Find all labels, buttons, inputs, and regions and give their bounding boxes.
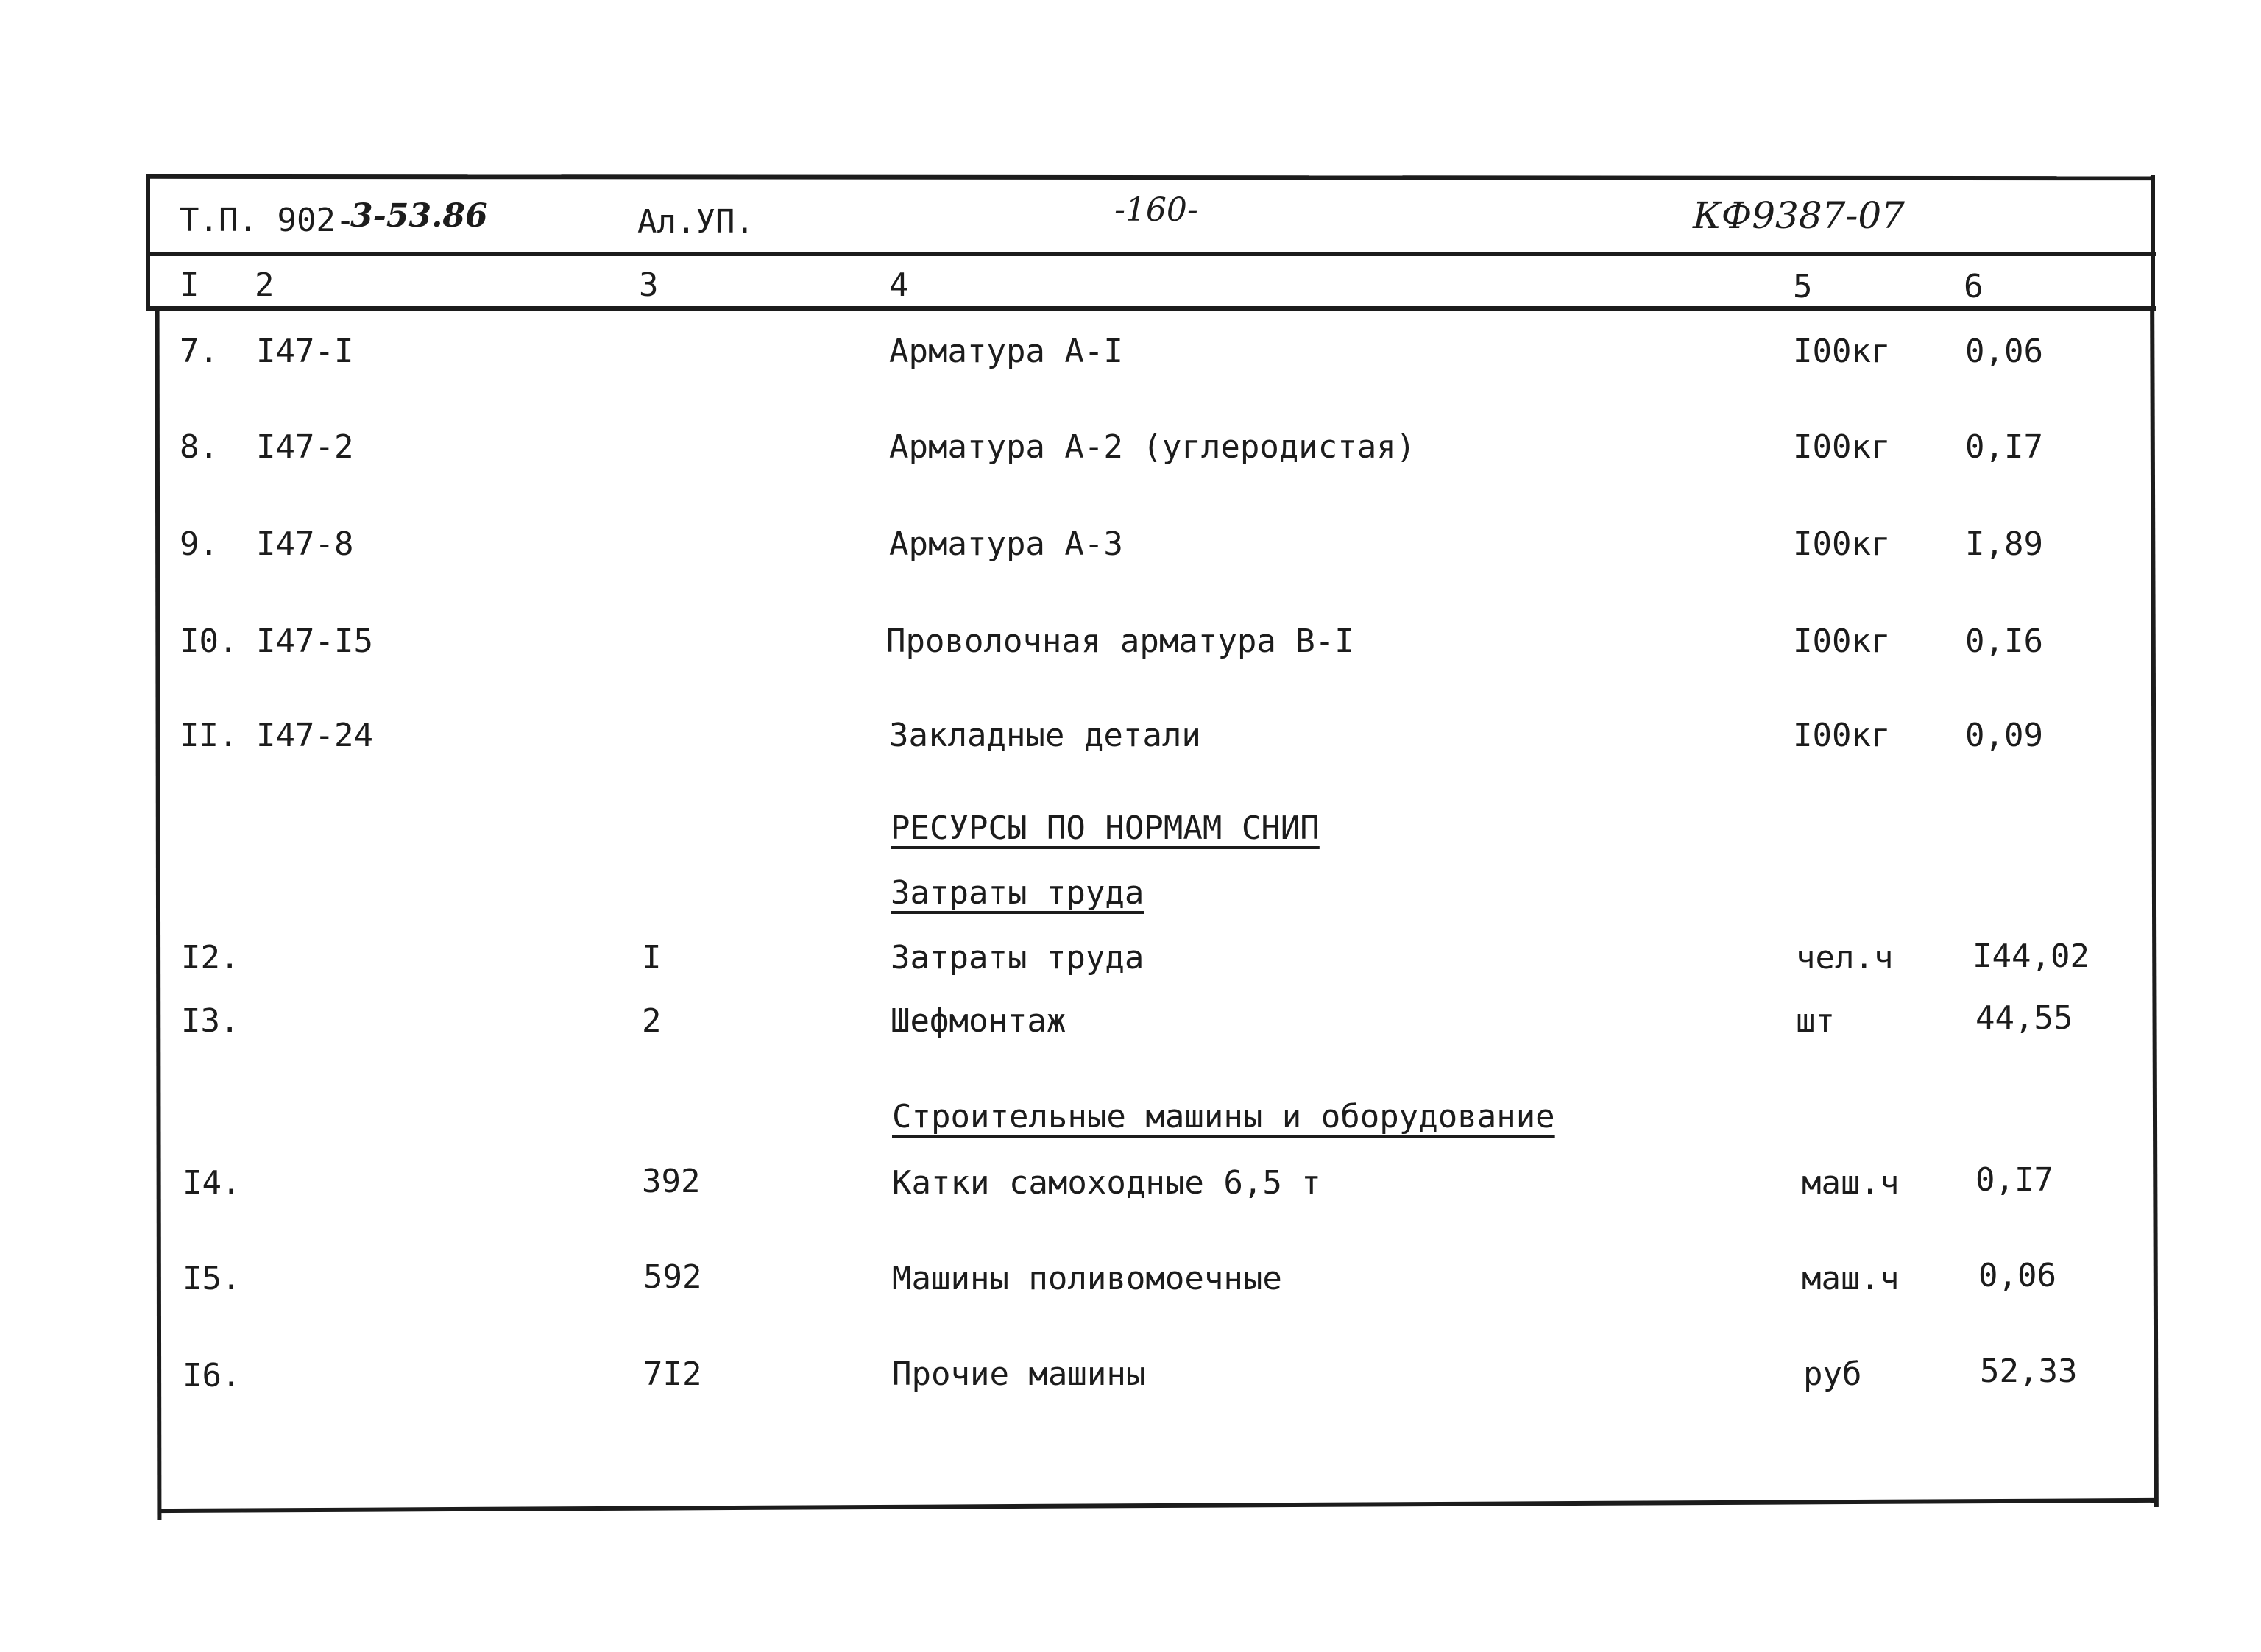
album-label: Ал.УП.	[637, 203, 754, 241]
doc-prefix: Т.П. 902-	[180, 202, 355, 239]
row-unit: шт	[1796, 1002, 1835, 1040]
column-header: 2	[255, 266, 275, 304]
row-code: I47-2	[256, 428, 354, 466]
column-header: 3	[639, 266, 659, 304]
section-heading-machines: Строительные машины и оборудование	[892, 1098, 1555, 1135]
row-number: I6.	[183, 1357, 241, 1394]
row-unit: I00кг	[1793, 428, 1891, 466]
frame-header-divider-line	[147, 252, 2156, 256]
section-heading-resources: РЕСУРСЫ ПО НОРМАМ СНИП	[891, 809, 1320, 847]
row-number: I5.	[183, 1260, 241, 1297]
row-number: I0.	[180, 623, 238, 660]
row-code: I47-8	[256, 525, 354, 563]
row-name: Арматура А-3	[889, 525, 1123, 563]
row-name: Закладные детали	[889, 717, 1201, 754]
page-number: -160-	[1114, 191, 1198, 229]
row-number: I4.	[183, 1164, 241, 1202]
row-unit: I00кг	[1793, 717, 1891, 754]
row-unit: I00кг	[1793, 333, 1891, 370]
row-code: I47-I5	[256, 623, 373, 660]
row-name: Арматура А-I	[889, 333, 1123, 370]
section-heading-labor: Затраты труда	[891, 874, 1144, 912]
row-value: 52,33	[1980, 1353, 2078, 1390]
row-unit: руб	[1803, 1355, 1862, 1393]
row-value: 0,I7	[1965, 428, 2043, 466]
row-ref: I	[642, 939, 662, 976]
row-ref: 2	[642, 1002, 662, 1040]
row-name: Шефмонтаж	[891, 1002, 1066, 1040]
row-value: 44,55	[1975, 999, 2073, 1037]
row-ref: 7I2	[643, 1355, 702, 1393]
row-unit: маш.ч	[1802, 1164, 1900, 1202]
row-name: Затраты труда	[891, 939, 1144, 976]
row-code: I47-24	[256, 717, 373, 754]
row-ref: 392	[642, 1163, 701, 1200]
row-unit: I00кг	[1793, 525, 1891, 563]
row-value: 0,I7	[1975, 1161, 2053, 1199]
frame-top-line	[146, 174, 2155, 180]
frame-right-lower-line	[2150, 306, 2159, 1507]
frame-left-line	[146, 175, 150, 311]
row-number: I3.	[181, 1002, 240, 1040]
column-header: 5	[1793, 268, 1813, 305]
row-name: Проволочная арматура В-I	[886, 623, 1354, 660]
column-header: 6	[1964, 268, 1984, 305]
row-number: 7.	[180, 333, 219, 370]
row-number: II.	[180, 717, 238, 754]
row-value: 0,06	[1978, 1257, 2056, 1294]
column-header: 4	[889, 266, 909, 304]
frame-bottom-line	[158, 1498, 2156, 1513]
row-value: 0,09	[1965, 717, 2043, 754]
row-name: Прочие машины	[892, 1355, 1146, 1393]
row-name: Катки самоходные 6,5 т	[892, 1164, 1321, 1202]
row-number: 8.	[180, 428, 219, 466]
row-number: I2.	[181, 939, 240, 976]
row-unit: маш.ч	[1802, 1260, 1900, 1297]
row-value: 0,06	[1965, 333, 2043, 370]
frame-right-line	[2151, 175, 2155, 311]
doc-handwritten-number: 3-53.86	[350, 197, 488, 235]
row-unit: чел.ч	[1796, 939, 1894, 976]
row-name: Машины поливомоечные	[892, 1260, 1282, 1297]
row-unit: I00кг	[1793, 623, 1891, 660]
frame-column-divider-line	[147, 306, 2156, 311]
row-code: I47-I	[256, 333, 354, 370]
row-value: I,89	[1965, 525, 2043, 563]
document-code: КФ9387-07	[1693, 194, 1905, 237]
column-header: I	[180, 266, 199, 304]
row-value: I44,02	[1972, 937, 2090, 975]
frame-left-lower-line	[155, 306, 162, 1520]
row-number: 9.	[180, 525, 219, 563]
row-name: Арматура А-2 (углеродистая)	[889, 428, 1416, 466]
row-ref: 592	[643, 1258, 702, 1296]
row-value: 0,I6	[1965, 623, 2043, 660]
